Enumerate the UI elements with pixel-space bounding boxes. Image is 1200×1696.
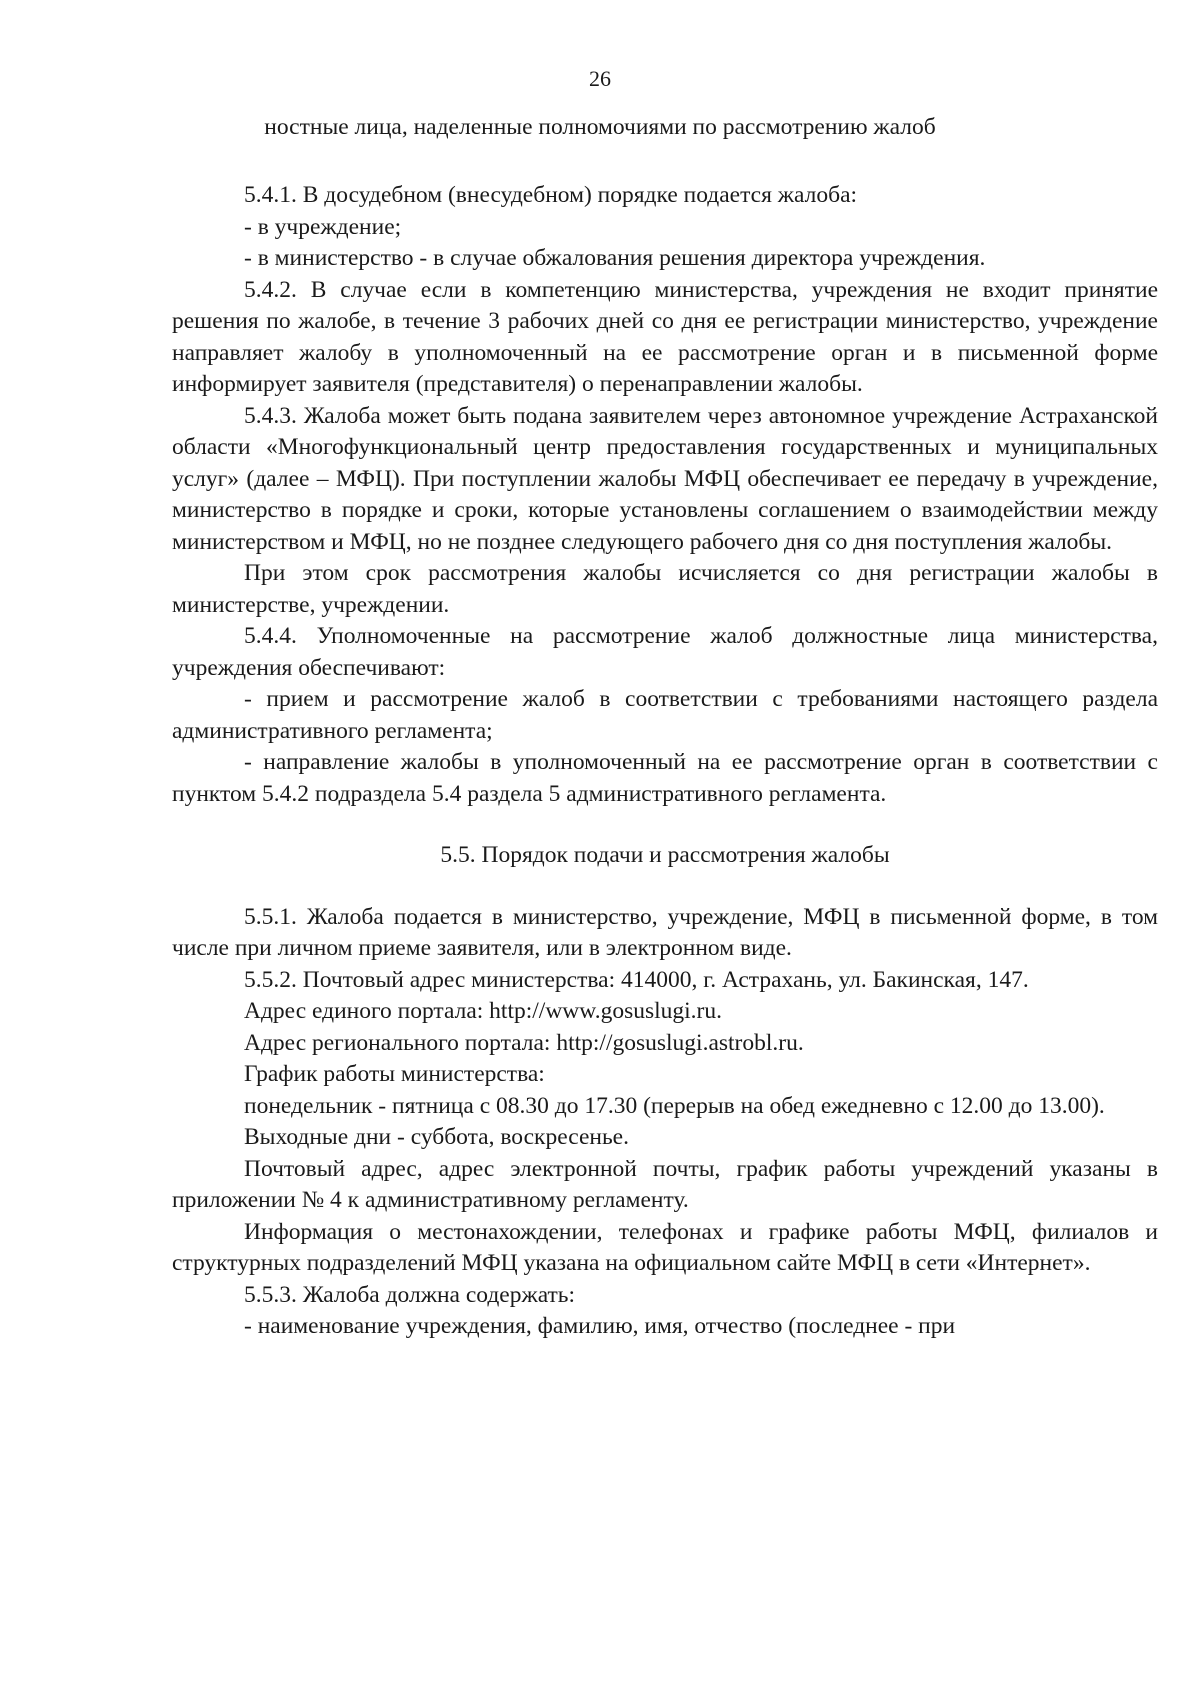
paragraph: 5.5.2. Почтовый адрес министерства: 414000, г. Астрахань, ул. Бакинская, 147. [244,966,1029,993]
paragraph: Информация о местонахождении, телефонах и графике работы МФЦ, филиалов и структурных подразделений МФЦ указана на официальном сайте МФЦ в сети «Интернет». [172,1218,1158,1276]
paragraph: Выходные дни - суббота, воскресенье. [244,1124,629,1150]
paragraph: Адрес регионального портала: http://gosuslugi.astrobl.ru. [244,1029,804,1056]
paragraph: - в учреждение; [244,213,402,240]
paragraph: 5.5.3. Жалоба должна содержать: [244,1281,576,1308]
paragraph: При этом срок рассмотрения жалобы исчисляется со дня регистрации жалобы в министерстве, учреждении. [172,560,1158,618]
section-heading: 5.5. Порядок подачи и рассмотрения жалобы [440,842,890,868]
paragraph: - прием и рассмотрение жалоб в соответствии с требованиями настоящего раздела административного регламента; [172,686,1158,744]
paragraph: График работы министерства: [244,1061,545,1087]
paragraph: - наименование учреждения, фамилию, имя, отчество (последнее - при [244,1313,956,1339]
paragraph: 5.4.4. Уполномоченные на рассмотрение жалоб должностные лица министерства, учреждения обеспечивают: [172,623,1158,681]
document-body [172,180,1158,1343]
paragraph: Почтовый адрес, адрес электронной почты, график работы учреждений указаны в приложении № 4 к административному регламенту. [172,1155,1158,1213]
paragraph: 5.4.1. В досудебном (внесудебном) порядке подается жалоба: [244,182,858,208]
paragraph: - направление жалобы в уполномоченный на ее рассмотрение орган в соответствии с пунктом 5.4.2 подраздела 5.4 раздела 5 административного регламента. [172,749,1158,807]
paragraph: - в министерство - в случае обжалования решения директора учреждения. [244,245,986,271]
paragraph: Адрес единого портала: http://www.gosuslugi.ru. [244,998,723,1024]
paragraph: понедельник - пятница с 08.30 до 17.30 (перерыв на обед ежедневно с 12.00 до 13.00). [244,1092,1105,1119]
paragraph: 5.4.3. Жалоба может быть подана заявителем через автономное учреждение Астраханской области «Многофункциональный центр предоставления государственных и муниципальных услуг» (далее – МФЦ). При поступлении жалобы МФЦ обеспечивает ее передачу в учреждение, министерство в порядке и сроки, которые установлены соглашением о взаимодействии между министерством и МФЦ, но не позднее следующего рабочего дня со дня поступления жалобы. [172,402,1158,555]
paragraph: 5.4.2. В случае если в компетенцию министерства, учреждения не входит принятие решения по жалобе, в течение 3 рабочих дней со дня ее регистрации министерство, учреждение направляет жалобу в уполномоченный на ее рассмотрение орган и в письменной форме информирует заявителя (представителя) о перенаправлении жалобы. [172,276,1158,397]
paragraph: 5.5.1. Жалоба подается в министерство, учреждение, МФЦ в письменной форме, в том числе при личном приеме заявителя, или в электронном виде. [172,903,1158,961]
continued-line: ностные лица, наделенные полномочиями по рассмотрению жалоб [264,114,936,140]
page-number: 26 [589,66,611,91]
